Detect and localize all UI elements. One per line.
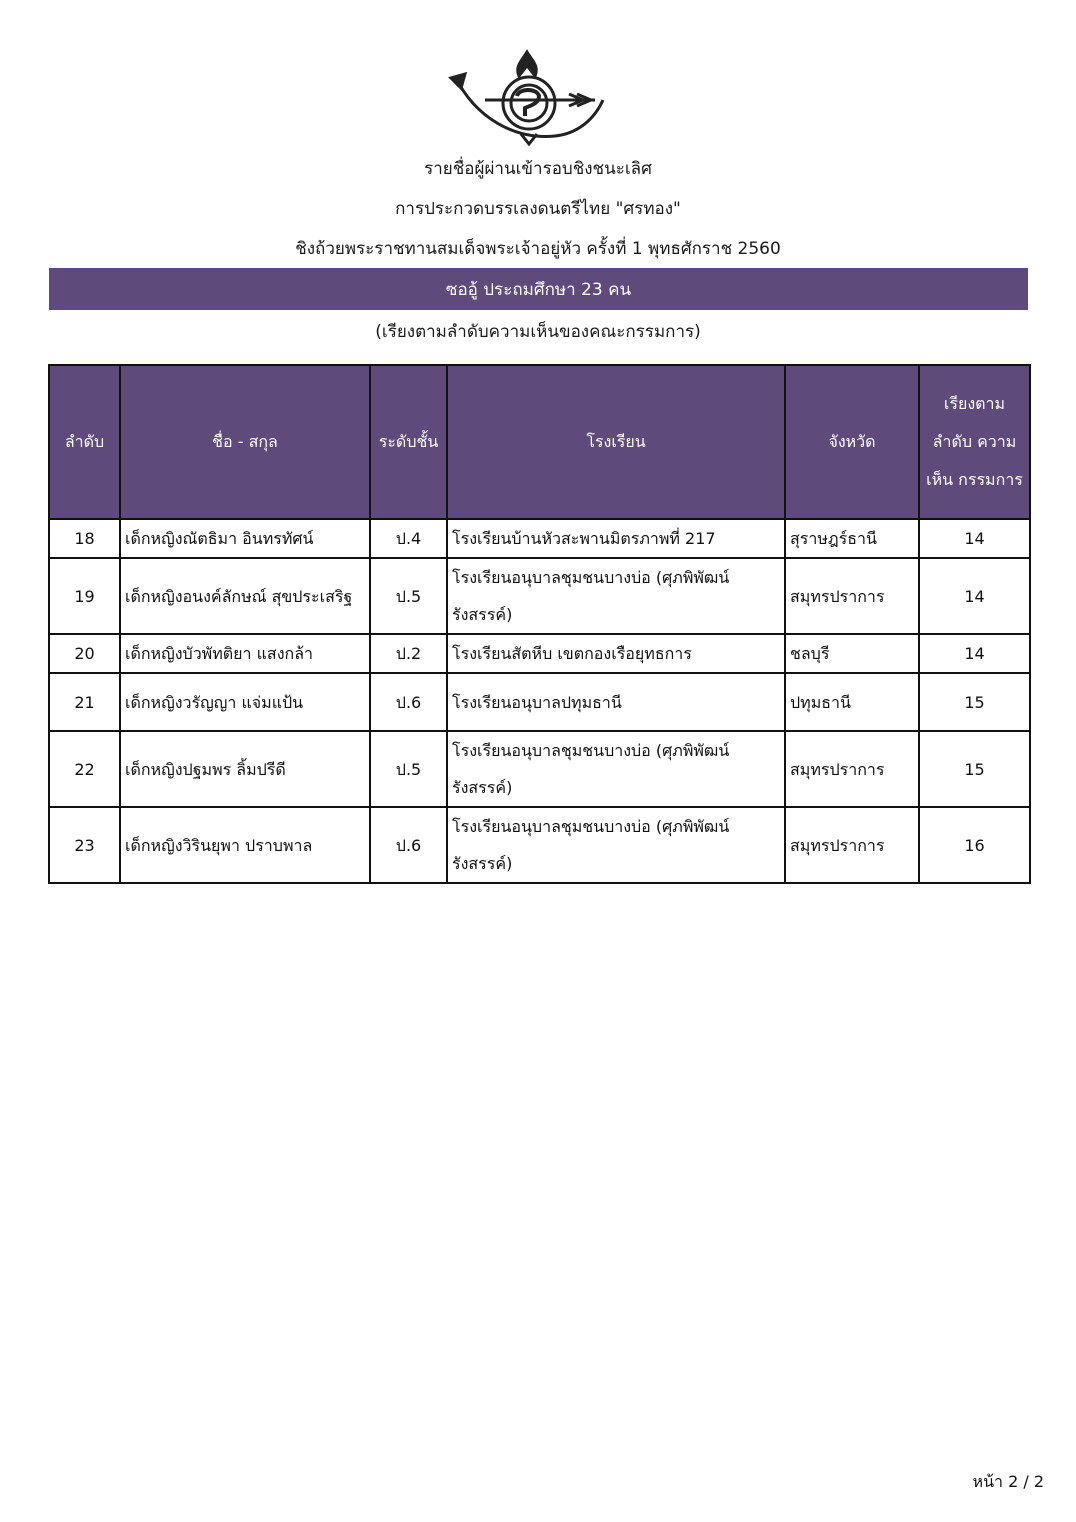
cell-province: สมุทรปราการ (785, 731, 919, 807)
table-row (49, 673, 1030, 731)
cell-rank: 15 (919, 673, 1030, 731)
document-title: รายชื่อผู้ผ่านเข้ารอบชิงชนะเลิศ (424, 159, 652, 179)
cell-name: เด็กหญิงวิรินยุพา ปราบพาล (120, 807, 370, 883)
cell-province: สุราษฎร์ธานี (785, 519, 919, 558)
cell-grade: ป.2 (370, 634, 447, 673)
cell-name: เด็กหญิงบัวพัทติยา แสงกล้า (120, 634, 370, 673)
cell-rank: 15 (919, 731, 1030, 807)
cell-province: ปทุมธานี (785, 673, 919, 731)
cell-rank: 14 (919, 558, 1030, 634)
cell-school: โรงเรียนอนุบาลชุมชนบางบ่อ (ศุภพิพัฒน์ รังสรรค์) (447, 731, 785, 807)
cell-school: โรงเรียนบ้านหัวสะพานมิตรภาพที่ 217 (447, 519, 785, 558)
cell-school: โรงเรียนอนุบาลปทุมธานี (447, 673, 785, 731)
cell-school: โรงเรียนสัตหีบ เขตกองเรือยุทธการ (447, 634, 785, 673)
cell-no: 20 (49, 634, 120, 673)
cell-name: เด็กหญิงอนงค์ลักษณ์ สุขประเสริฐ (120, 558, 370, 634)
ordering-note: (เรียงตามลำดับความเห็นของคณะกรรมการ) (375, 322, 701, 342)
cell-name: เด็กหญิงณัตธิมา อินทรทัศน์ (120, 519, 370, 558)
cell-school: โรงเรียนอนุบาลชุมชนบางบ่อ (ศุภพิพัฒน์ รังสรรค์) (447, 807, 785, 883)
column-header-no: ลำดับ (49, 365, 120, 519)
cell-no: 21 (49, 673, 120, 731)
column-header-rank: เรียงตาม ลำดับ ความเห็น กรรมการ (919, 365, 1030, 519)
column-header-province: จังหวัด (785, 365, 919, 519)
table-row (49, 807, 1030, 883)
cell-no: 19 (49, 558, 120, 634)
column-header-school: โรงเรียน (447, 365, 785, 519)
category-banner (49, 268, 1028, 310)
cell-province: สมุทรปราการ (785, 807, 919, 883)
table-row (49, 519, 1030, 558)
cell-grade: ป.5 (370, 731, 447, 807)
cell-name: เด็กหญิงวรัญญา แจ่มแป้น (120, 673, 370, 731)
table-header-row (49, 365, 1030, 519)
table-row (49, 731, 1030, 807)
cell-rank: 16 (919, 807, 1030, 883)
column-header-grade: ระดับชั้น (370, 365, 447, 519)
cell-no: 22 (49, 731, 120, 807)
cell-school: โรงเรียนอนุบาลชุมชนบางบ่อ (ศุภพิพัฒน์ รังสรรค์) (447, 558, 785, 634)
cell-no: 18 (49, 519, 120, 558)
cell-province: ชลบุรี (785, 634, 919, 673)
cell-grade: ป.6 (370, 807, 447, 883)
cell-grade: ป.6 (370, 673, 447, 731)
document-subtitle-2: ชิงถ้วยพระราชทานสมเด็จพระเจ้าอยู่หัว ครั้งที่ 1 พุทธศักราช 2560 (295, 239, 781, 259)
column-header-name: ชื่อ - สกุล (120, 365, 370, 519)
cell-rank: 14 (919, 634, 1030, 673)
table-row (49, 558, 1030, 634)
table-row (49, 634, 1030, 673)
cell-name: เด็กหญิงปฐมพร ลิ้มปรีดี (120, 731, 370, 807)
cell-grade: ป.4 (370, 519, 447, 558)
cell-rank: 14 (919, 519, 1030, 558)
cell-grade: ป.5 (370, 558, 447, 634)
cell-province: สมุทรปราการ (785, 558, 919, 634)
results-table (48, 364, 1031, 884)
page-number: หน้า 2 / 2 (972, 1472, 1044, 1491)
category-banner-label: ซออู้ ประถมศึกษา 23 คน (445, 279, 632, 300)
cell-no: 23 (49, 807, 120, 883)
bow-and-arrow-emblem-icon (445, 48, 610, 148)
document-subtitle: การประกวดบรรเลงดนตรีไทย "ศรทอง" (395, 199, 681, 219)
